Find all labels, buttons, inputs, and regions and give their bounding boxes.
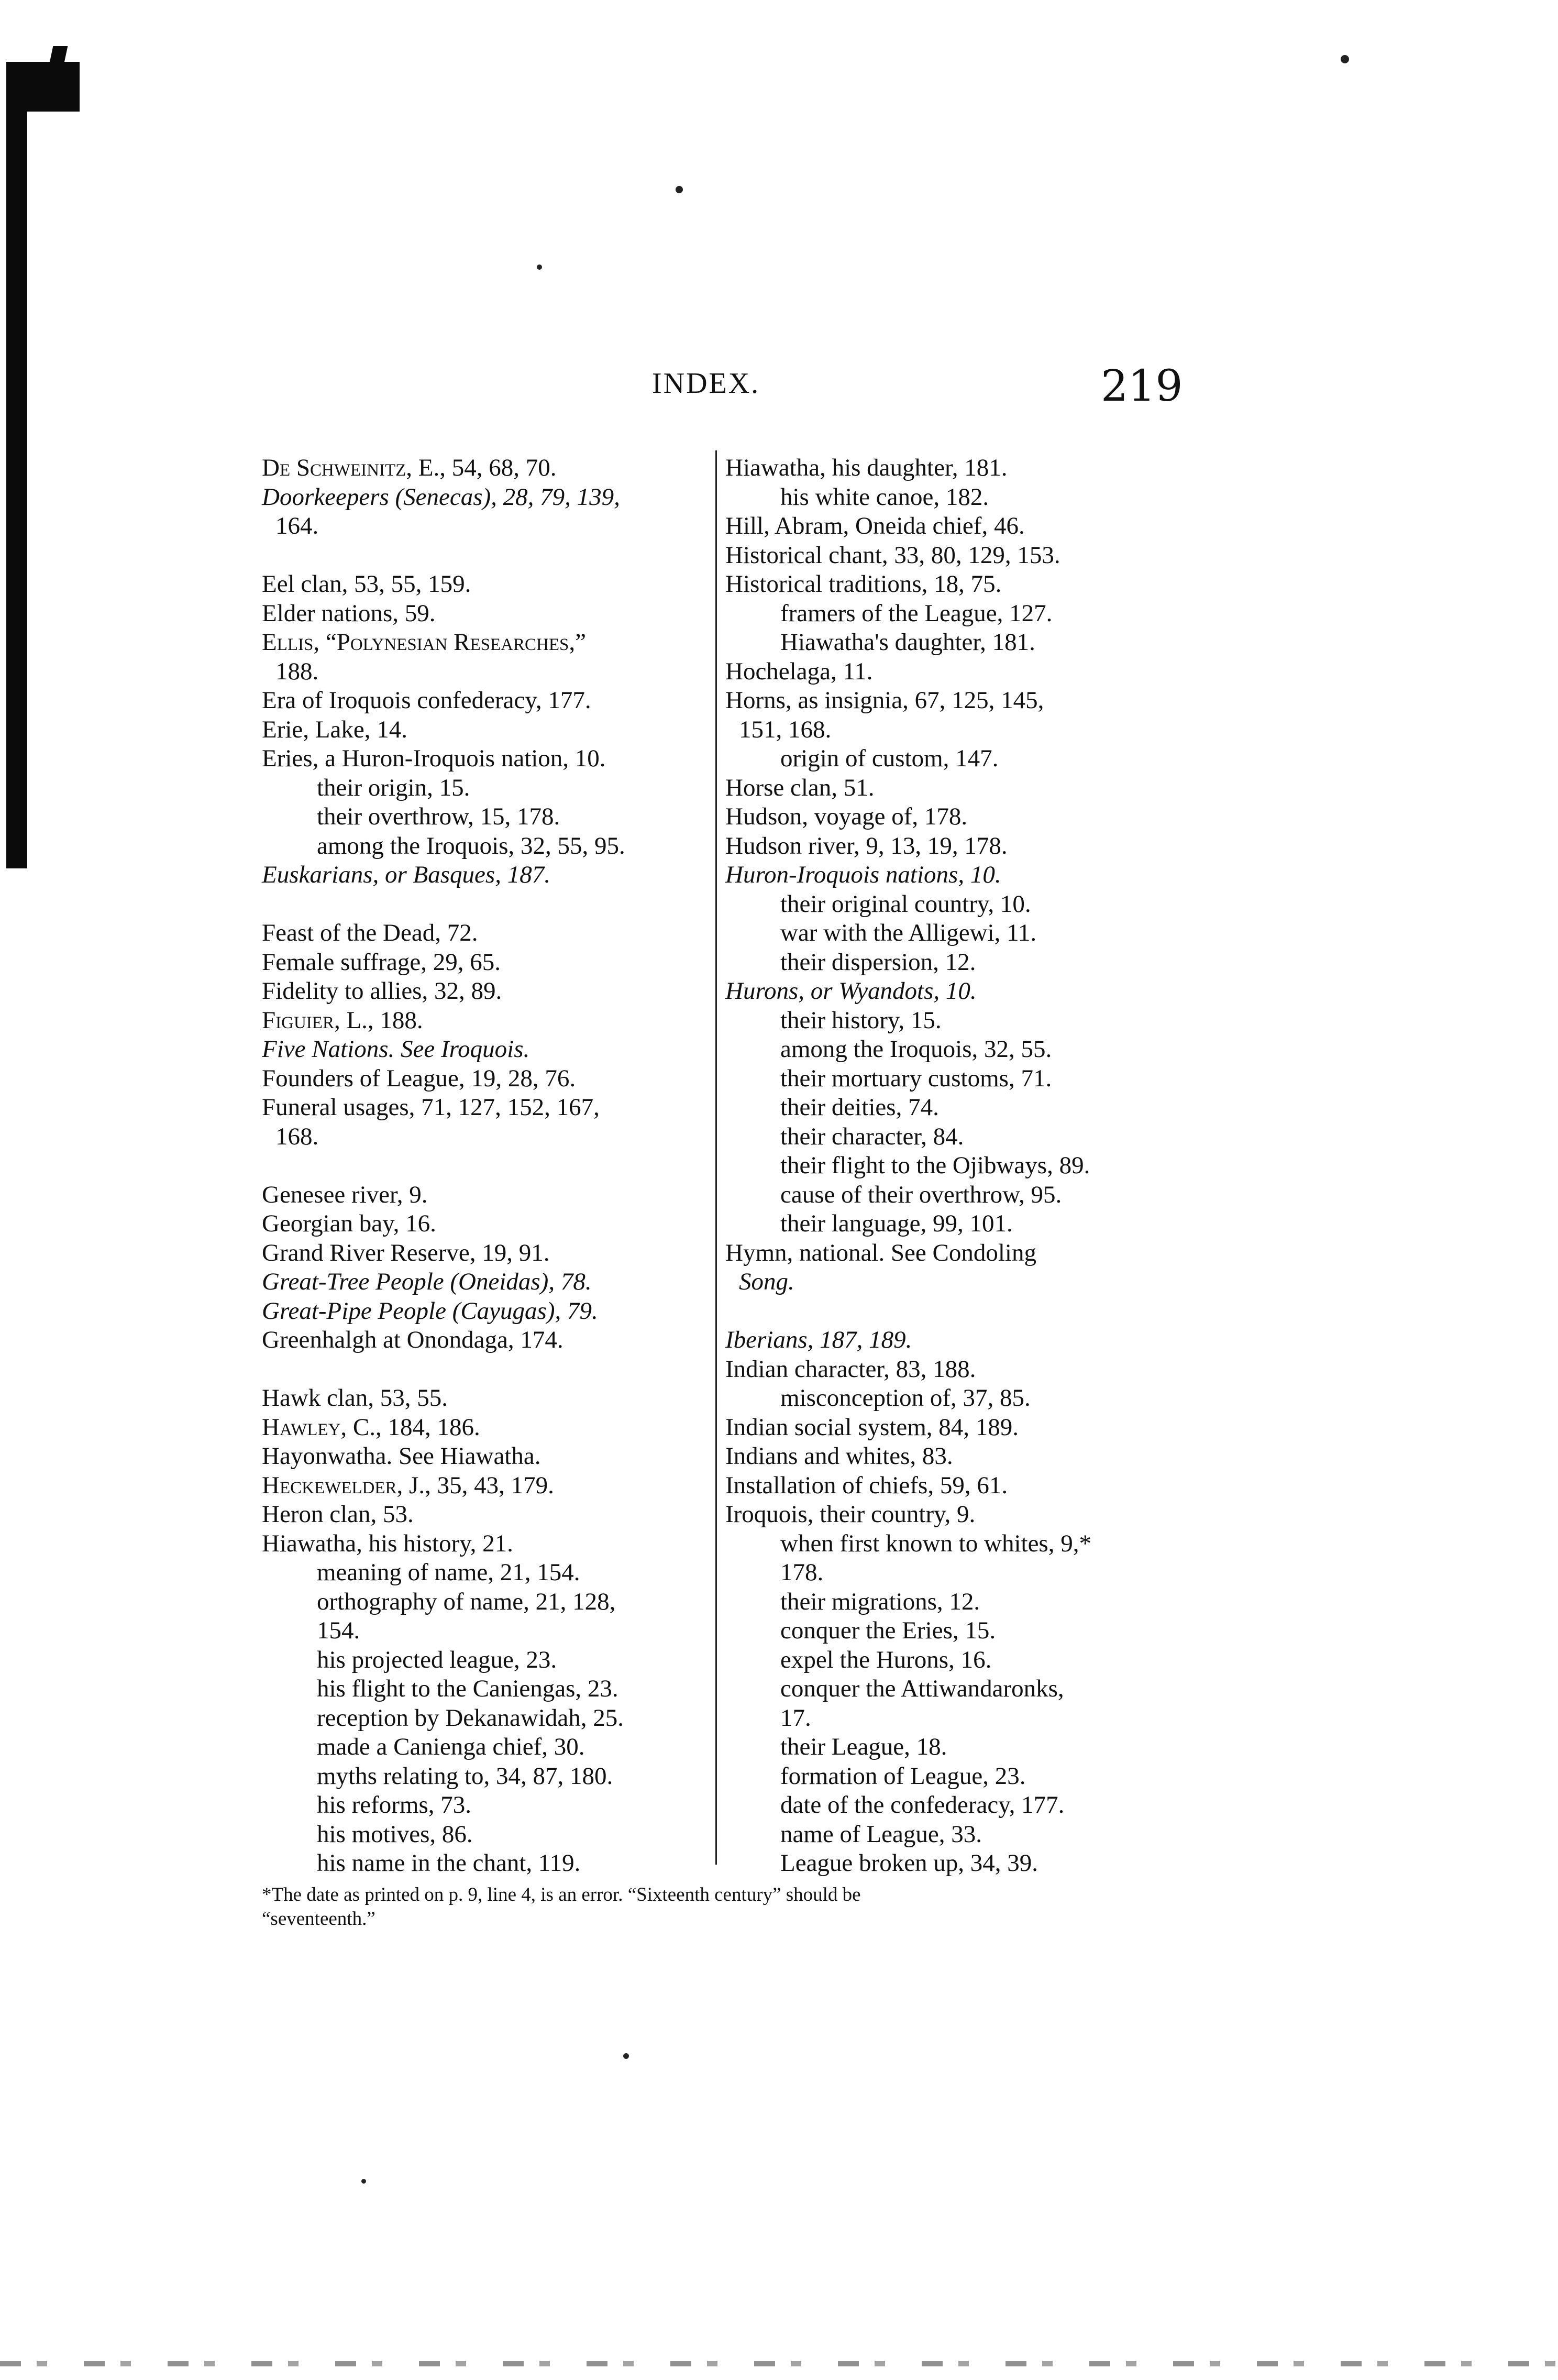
index-entry: 168. — [275, 1122, 319, 1150]
column-divider — [715, 450, 717, 1865]
index-entry: Greenhalgh at Onondaga, 174. — [262, 1326, 563, 1353]
index-subentry: conquer the Eries, 15. — [780, 1617, 996, 1644]
scan-speck — [537, 265, 542, 270]
index-entry: Erie, Lake, 14. — [262, 715, 407, 743]
index-subentry: date of the confederacy, 177. — [780, 1791, 1065, 1819]
index-subentry: his name in the chant, 119. — [317, 1849, 581, 1877]
index-entry: Heckewelder, J., 35, 43, 179. — [262, 1471, 554, 1499]
index-subentry: their dispersion, 12. — [780, 948, 976, 976]
index-entry: Indians and whites, 83. — [725, 1442, 953, 1470]
footnote-line: *The date as printed on p. 9, line 4, is an error. “Sixteenth century” should be — [262, 1884, 861, 1905]
index-entry: Hiawatha, his history, 21. — [262, 1529, 513, 1557]
index-subentry: their deities, 74. — [780, 1094, 939, 1121]
index-entry: Heron clan, 53. — [262, 1501, 414, 1528]
index-subentry: myths relating to, 34, 87, 180. — [317, 1762, 613, 1790]
index-entry: Hawley, C., 184, 186. — [262, 1413, 480, 1441]
index-entry: Great-Tree People (Oneidas), 78. — [262, 1268, 592, 1295]
page-number: 219 — [1101, 361, 1183, 411]
index-entry: Great-Pipe People (Cayugas), 79. — [262, 1297, 598, 1325]
index-subentry: their League, 18. — [780, 1733, 947, 1760]
index-entry: Funeral usages, 71, 127, 152, 167, — [262, 1094, 600, 1121]
index-column-left — [262, 454, 707, 1878]
index-entry: Hudson, voyage of, 178. — [725, 803, 968, 830]
entry-spacer — [725, 1297, 1186, 1326]
index-entry: Grand River Reserve, 19, 91. — [262, 1239, 550, 1266]
index-subentry: 154. — [317, 1617, 360, 1644]
index-subentry: their character, 84. — [780, 1122, 964, 1150]
index-subentry: origin of custom, 147. — [780, 745, 999, 772]
index-subentry: Hiawatha's daughter, 181. — [780, 629, 1035, 656]
index-subentry: misconception of, 37, 85. — [780, 1384, 1031, 1412]
index-subentry: his flight to the Caniengas, 23. — [317, 1675, 618, 1702]
index-subentry: orthography of name, 21, 128, — [317, 1588, 616, 1615]
index-subentry: their language, 99, 101. — [780, 1210, 1013, 1237]
index-subentry: made a Canienga chief, 30. — [317, 1733, 585, 1760]
index-entry: Female suffrage, 29, 65. — [262, 948, 501, 976]
index-subentry: his white canoe, 182. — [780, 483, 989, 511]
index-entry: Installation of chiefs, 59, 61. — [725, 1471, 1008, 1499]
index-subentry: their overthrow, 15, 178. — [317, 803, 560, 830]
index-subentry: meaning of name, 21, 154. — [317, 1559, 580, 1586]
index-subentry: their flight to the Ojibways, 89. — [780, 1152, 1090, 1179]
entry-spacer — [262, 1151, 707, 1181]
index-entry: 188. — [275, 657, 319, 685]
index-entry: Horse clan, 51. — [725, 774, 875, 801]
binding-edge — [6, 62, 27, 868]
scan-speck — [676, 186, 683, 193]
index-entry: Euskarians, or Basques, 187. — [262, 861, 550, 888]
index-entry: Huron-Iroquois nations, 10. — [725, 861, 1001, 888]
index-subentry: 178. — [780, 1559, 824, 1586]
index-entry: Indian character, 83, 188. — [725, 1355, 976, 1383]
index-subentry: war with the Alligewi, 11. — [780, 919, 1037, 946]
index-subentry: framers of the League, 127. — [780, 599, 1053, 627]
index-subentry: his projected league, 23. — [317, 1646, 557, 1673]
entry-spacer — [262, 890, 707, 919]
index-column-right — [725, 454, 1186, 1878]
index-subentry: among the Iroquois, 32, 55, 95. — [317, 832, 625, 860]
index-subentry: League broken up, 34, 39. — [780, 1849, 1038, 1877]
index-subentry: reception by Dekanawidah, 25. — [317, 1704, 624, 1732]
index-subentry: their migrations, 12. — [780, 1588, 980, 1615]
index-entry: Founders of League, 19, 28, 76. — [262, 1064, 576, 1092]
index-entry: Elder nations, 59. — [262, 599, 436, 627]
index-entry: Iberians, 187, 189. — [725, 1326, 912, 1353]
entry-spacer — [262, 1355, 707, 1384]
index-entry: Historical chant, 33, 80, 129, 153. — [725, 541, 1060, 569]
index-subentry: their origin, 15. — [317, 774, 470, 801]
index-subentry: their history, 15. — [780, 1006, 942, 1034]
index-subentry: their mortuary customs, 71. — [780, 1064, 1052, 1092]
index-entry: Eries, a Huron-Iroquois nation, 10. — [262, 745, 606, 772]
index-subentry: 17. — [780, 1704, 811, 1732]
index-entry: Hurons, or Wyandots, 10. — [725, 977, 977, 1005]
scan-speck — [623, 2053, 629, 2059]
index-entry: Hudson river, 9, 13, 19, 178. — [725, 832, 1008, 860]
entry-spacer — [262, 541, 707, 570]
index-entry: Era of Iroquois confederacy, 177. — [262, 687, 591, 714]
index-subentry: name of League, 33. — [780, 1820, 982, 1848]
index-subentry: among the Iroquois, 32, 55. — [780, 1035, 1052, 1063]
scan-edge-noise — [0, 2361, 1558, 2366]
index-subentry: cause of their overthrow, 95. — [780, 1181, 1062, 1208]
index-entry: Georgian bay, 16. — [262, 1210, 436, 1237]
index-entry: Genesee river, 9. — [262, 1181, 428, 1208]
index-entry: Horns, as insignia, 67, 125, 145, — [725, 687, 1044, 714]
index-entry: Fidelity to allies, 32, 89. — [262, 977, 502, 1005]
running-header: INDEX. — [652, 367, 760, 400]
index-subentry: his reforms, 73. — [317, 1791, 472, 1819]
index-entry: Figuier, L., 188. — [262, 1006, 423, 1034]
scan-speck — [1341, 55, 1349, 63]
index-entry: Hiawatha, his daughter, 181. — [725, 454, 1008, 481]
index-entry: Ellis, “Polynesian Researches,” — [262, 629, 586, 656]
binding-edge-top — [6, 62, 80, 112]
index-subentry: formation of League, 23. — [780, 1762, 1026, 1790]
scan-speck — [361, 2179, 366, 2184]
index-entry: Hymn, national. See Condoling — [725, 1239, 1036, 1266]
index-entry: Feast of the Dead, 72. — [262, 919, 478, 946]
index-entry: Doorkeepers (Senecas), 28, 79, 139, — [262, 483, 620, 511]
index-entry: De Schweinitz, E., 54, 68, 70. — [262, 454, 557, 481]
index-entry: Historical traditions, 18, 75. — [725, 570, 1002, 598]
index-entry: Iroquois, their country, 9. — [725, 1501, 976, 1528]
index-entry: Indian social system, 84, 189. — [725, 1413, 1019, 1441]
footnote-line: “seventeenth.” — [262, 1908, 375, 1930]
index-entry: Five Nations. See Iroquois. — [262, 1035, 530, 1063]
index-entry: Eel clan, 53, 55, 159. — [262, 570, 471, 598]
index-entry: Song. — [739, 1268, 794, 1295]
index-entry: 164. — [275, 512, 319, 539]
index-entry: Hawk clan, 53, 55. — [262, 1384, 448, 1412]
index-entry: Hill, Abram, Oneida chief, 46. — [725, 512, 1025, 539]
index-subentry: expel the Hurons, 16. — [780, 1646, 992, 1673]
index-subentry: conquer the Attiwandaronks, — [780, 1675, 1064, 1702]
index-entry: Hochelaga, 11. — [725, 657, 873, 685]
index-entry: 151, 168. — [739, 715, 832, 743]
footnote — [262, 1883, 1184, 1931]
index-subentry: his motives, 86. — [317, 1820, 473, 1848]
index-subentry: when first known to whites, 9,* — [780, 1529, 1091, 1557]
index-subentry: their original country, 10. — [780, 890, 1031, 918]
index-entry: Hayonwatha. See Hiawatha. — [262, 1442, 541, 1470]
